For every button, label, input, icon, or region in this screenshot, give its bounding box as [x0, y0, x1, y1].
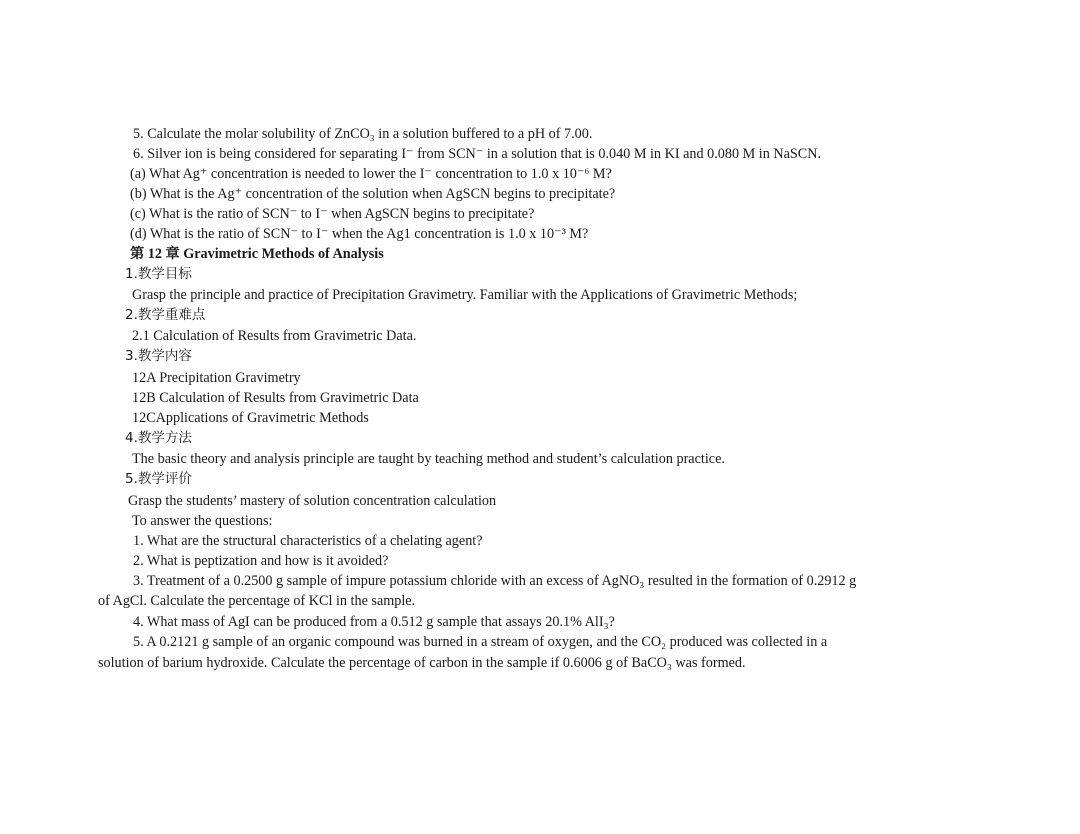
- question-6d: (d) What is the ratio of SCN⁻ to I⁻ when the Ag1 concentration is 1.0 x 10⁻³ M?: [130, 226, 589, 242]
- exercise-2: 2. What is peptization and how is it avoided?: [133, 553, 389, 569]
- exercise-1: 1. What are the structural characteristics of a chelating agent?: [133, 533, 483, 549]
- section-teaching-evaluation: 5.教学评价: [125, 471, 192, 487]
- section-teaching-objectives: 1.教学目标: [125, 266, 192, 282]
- section-teaching-content: 3.教学内容: [125, 348, 192, 364]
- key-points-text: 2.1 Calculation of Results from Gravimetric Data.: [132, 328, 417, 344]
- question-6-silver-ion: 6. Silver ion is being considered for separating I⁻ from SCN⁻ in a solution that is 0.040 M in KI and 0.080 M in NaSCN.: [133, 146, 822, 162]
- exercise-5-line-1: 5. A 0.2121 g sample of an organic compound was burned in a stream of oxygen, and the CO₂ produced was collected in a: [133, 634, 828, 650]
- content-item-12c: 12CApplications of Gravimetric Methods: [132, 410, 369, 426]
- question-6a: (a) What Ag⁺ concentration is needed to lower the I⁻ concentration to 1.0 x 10⁻⁶ M?: [130, 166, 612, 182]
- objectives-text: Grasp the principle and practice of Precipitation Gravimetry. Familiar with the Applications of Gravimetric Methods;: [132, 287, 798, 303]
- content-item-12a: 12A Precipitation Gravimetry: [132, 370, 301, 386]
- exercise-3-line-1: 3. Treatment of a 0.2500 g sample of impure potassium chloride with an excess of AgNO₃ resulted in the formation of 0.2912 g: [133, 573, 857, 589]
- section-key-points: 2.教学重难点: [125, 307, 206, 323]
- exercise-3-line-2: of AgCl. Calculate the percentage of KCl in the sample.: [98, 593, 416, 609]
- method-text: The basic theory and analysis principle are taught by teaching method and student’s calculation practice.: [132, 451, 725, 467]
- exercise-4: 4. What mass of AgI can be produced from a 0.512 g sample that assays 20.1% AlI₃?: [133, 614, 615, 630]
- question-6c: (c) What is the ratio of SCN⁻ to I⁻ when AgSCN begins to precipitate?: [130, 206, 535, 222]
- questions-intro: To answer the questions:: [132, 513, 273, 529]
- section-teaching-method: 4.教学方法: [125, 430, 192, 446]
- question-5-zinc-carbonate: 5. Calculate the molar solubility of ZnCO₃ in a solution buffered to a pH of 7.00.: [133, 126, 593, 142]
- content-item-12b: 12B Calculation of Results from Gravimetric Data: [132, 390, 419, 406]
- evaluation-text: Grasp the students’ mastery of solution concentration calculation: [128, 493, 497, 509]
- exercise-5-line-2: solution of barium hydroxide. Calculate the percentage of carbon in the sample if 0.6006 g of BaCO₃ was formed.: [98, 655, 746, 671]
- question-6b: (b) What is the Ag⁺ concentration of the solution when AgSCN begins to precipitate?: [130, 186, 616, 202]
- chapter-heading: 第 12 章 Gravimetric Methods of Analysis: [130, 246, 384, 262]
